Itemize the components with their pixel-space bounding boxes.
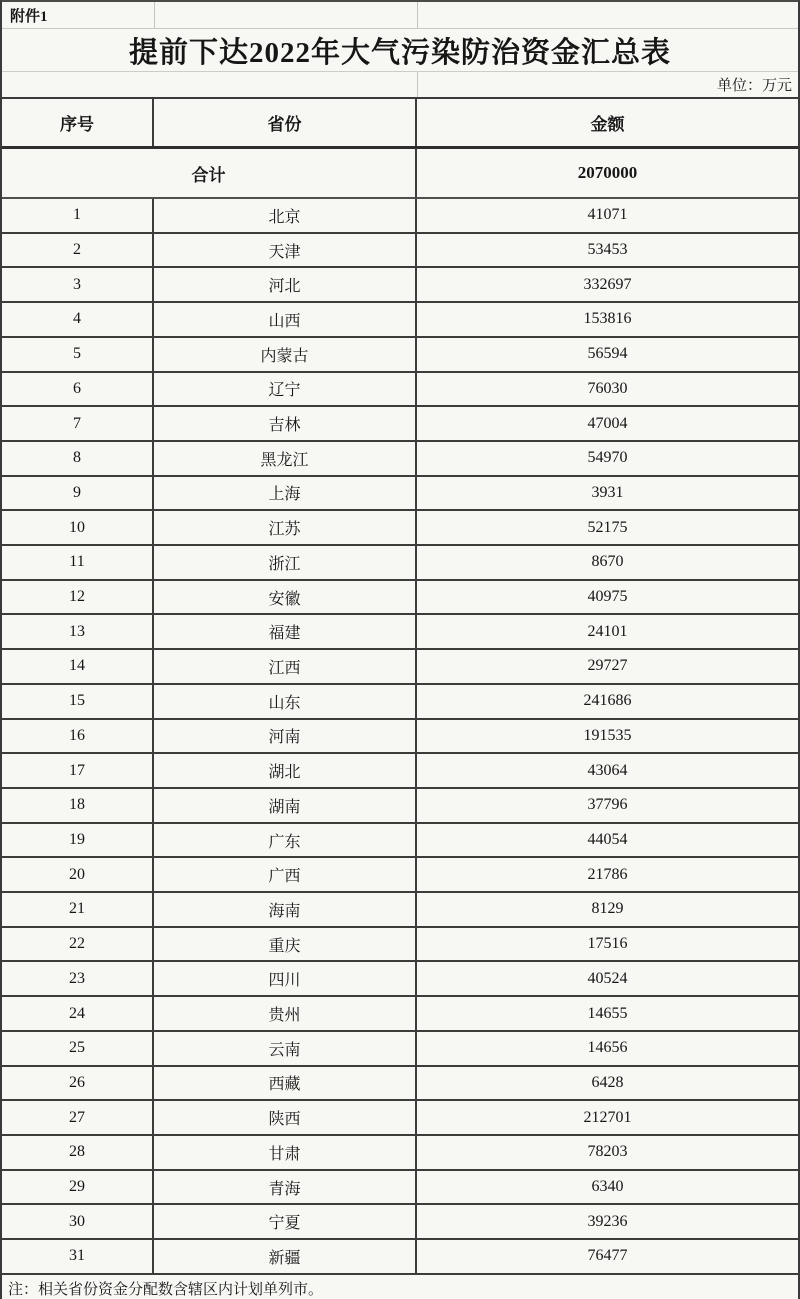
row-index: 22 xyxy=(2,928,154,961)
row-province: 湖北 xyxy=(154,754,417,787)
row-amount: 191535 xyxy=(583,726,632,744)
row-index: 30 xyxy=(2,1205,154,1238)
table-row xyxy=(2,234,798,269)
row-index: 20 xyxy=(2,858,154,891)
row-province: 江苏 xyxy=(154,511,417,544)
row-amount: 39236 xyxy=(587,1212,628,1230)
total-amount: 2070000 xyxy=(577,163,638,182)
row-index: 1 xyxy=(2,199,154,232)
unit-row xyxy=(2,72,798,97)
table-row xyxy=(2,685,798,720)
document-title: 提前下达2022年大气污染防治资金汇总表 xyxy=(128,36,671,69)
row-province: 四川 xyxy=(154,962,417,995)
row-amount: 40975 xyxy=(587,588,628,606)
table-row xyxy=(2,268,798,303)
table-row xyxy=(2,511,798,546)
table-row xyxy=(2,338,798,373)
table-row xyxy=(2,1171,798,1206)
row-index: 7 xyxy=(2,407,154,440)
footnote-text: 注：相关省份资金分配数含辖区内计划单列市。 xyxy=(8,1281,324,1298)
unit-label: 单位：万元 xyxy=(716,78,792,94)
row-amount: 41071 xyxy=(587,206,628,224)
row-index: 26 xyxy=(2,1067,154,1100)
row-index: 3 xyxy=(2,268,154,301)
row-province: 天津 xyxy=(154,234,417,267)
row-province: 北京 xyxy=(154,199,417,232)
row-amount: 44054 xyxy=(587,831,628,848)
row-province: 上海 xyxy=(154,477,417,510)
table-row xyxy=(2,928,798,963)
row-amount: 53453 xyxy=(587,241,628,259)
table-row xyxy=(2,754,798,789)
row-province: 贵州 xyxy=(154,997,417,1030)
row-index: 10 xyxy=(2,511,154,544)
row-province: 甘肃 xyxy=(154,1136,417,1169)
row-index: 27 xyxy=(2,1101,154,1134)
row-province: 陕西 xyxy=(154,1101,417,1134)
row-index: 14 xyxy=(2,650,154,683)
row-index: 23 xyxy=(2,962,154,995)
table-row xyxy=(2,442,798,477)
row-amount: 14656 xyxy=(587,1039,628,1057)
row-index: 21 xyxy=(2,893,154,926)
table-row xyxy=(2,789,798,824)
table-row xyxy=(2,650,798,685)
row-amount: 56594 xyxy=(587,345,628,363)
row-amount: 24101 xyxy=(587,622,628,640)
row-index: 18 xyxy=(2,789,154,822)
row-province: 海南 xyxy=(154,893,417,926)
row-province: 浙江 xyxy=(154,546,417,579)
attachment-label: 附件1 xyxy=(10,8,48,25)
row-index: 17 xyxy=(2,754,154,787)
row-amount: 54970 xyxy=(587,449,628,467)
table-row xyxy=(2,1205,798,1240)
row-province: 青海 xyxy=(154,1171,417,1204)
table-row xyxy=(2,1032,798,1067)
table-row xyxy=(2,1067,798,1102)
table-row xyxy=(2,1101,798,1136)
table-body xyxy=(2,199,798,1275)
row-amount: 8129 xyxy=(591,900,624,918)
row-province: 江西 xyxy=(154,650,417,683)
gridline-vertical xyxy=(154,2,155,28)
row-amount: 332697 xyxy=(583,275,632,293)
row-index: 5 xyxy=(2,338,154,371)
table-row xyxy=(2,962,798,997)
row-index: 11 xyxy=(2,546,154,579)
table-row xyxy=(2,303,798,338)
row-amount: 47004 xyxy=(587,414,628,432)
row-index: 19 xyxy=(2,824,154,857)
row-index: 24 xyxy=(2,997,154,1030)
row-index: 28 xyxy=(2,1136,154,1169)
row-index: 9 xyxy=(2,477,154,510)
table-row xyxy=(2,581,798,616)
row-index: 6 xyxy=(2,373,154,406)
table-row xyxy=(2,477,798,512)
row-index: 13 xyxy=(2,615,154,648)
row-province: 重庆 xyxy=(154,928,417,961)
table-row xyxy=(2,373,798,408)
gridline-vertical xyxy=(417,72,418,97)
row-province: 河北 xyxy=(154,268,417,301)
row-index: 15 xyxy=(2,685,154,718)
table-row xyxy=(2,997,798,1032)
row-amount: 78203 xyxy=(587,1143,628,1161)
row-amount: 8670 xyxy=(591,553,624,571)
row-province: 云南 xyxy=(154,1032,417,1065)
row-amount: 17516 xyxy=(587,935,628,953)
col-header-province: 省份 xyxy=(154,99,417,146)
row-amount: 40524 xyxy=(587,969,628,987)
footnote-row xyxy=(2,1275,798,1299)
title-row xyxy=(2,29,798,72)
row-province: 山东 xyxy=(154,685,417,718)
row-province: 湖南 xyxy=(154,789,417,822)
row-amount: 43064 xyxy=(587,761,628,779)
row-province: 河南 xyxy=(154,720,417,753)
table-row xyxy=(2,893,798,928)
row-index: 2 xyxy=(2,234,154,267)
row-province: 西藏 xyxy=(154,1067,417,1100)
table-header-row xyxy=(2,99,798,149)
row-amount: 76030 xyxy=(587,379,628,397)
row-province: 吉林 xyxy=(154,407,417,440)
table-row xyxy=(2,615,798,650)
table-row xyxy=(2,1240,798,1275)
row-province: 山西 xyxy=(154,303,417,336)
row-amount: 6340 xyxy=(591,1178,624,1196)
row-province: 福建 xyxy=(154,615,417,648)
col-header-index: 序号 xyxy=(2,99,154,146)
row-amount: 6428 xyxy=(591,1073,624,1091)
row-index: 8 xyxy=(2,442,154,475)
summary-table xyxy=(2,97,798,1275)
row-amount: 212701 xyxy=(583,1108,632,1126)
row-amount: 21786 xyxy=(587,865,628,883)
row-index: 31 xyxy=(2,1240,154,1273)
table-row xyxy=(2,858,798,893)
row-amount: 76477 xyxy=(587,1247,628,1265)
row-amount: 153816 xyxy=(583,310,632,328)
row-index: 16 xyxy=(2,720,154,753)
row-amount: 52175 xyxy=(587,518,628,536)
row-amount: 37796 xyxy=(587,796,628,814)
table-row xyxy=(2,199,798,234)
table-row xyxy=(2,546,798,581)
row-amount: 241686 xyxy=(583,692,632,710)
row-index: 29 xyxy=(2,1171,154,1204)
row-province: 安徽 xyxy=(154,581,417,614)
total-row xyxy=(2,149,798,199)
table-row xyxy=(2,824,798,859)
row-amount: 29727 xyxy=(587,657,628,675)
gridline-vertical xyxy=(417,2,418,28)
attachment-row xyxy=(2,2,798,29)
row-index: 12 xyxy=(2,581,154,614)
row-province: 内蒙古 xyxy=(154,338,417,371)
total-label: 合计 xyxy=(2,149,417,197)
row-amount: 3931 xyxy=(591,483,624,501)
table-row xyxy=(2,1136,798,1171)
row-province: 广东 xyxy=(154,824,417,857)
row-province: 辽宁 xyxy=(154,373,417,406)
table-row xyxy=(2,720,798,755)
row-province: 宁夏 xyxy=(154,1205,417,1238)
row-index: 4 xyxy=(2,303,154,336)
col-header-amount: 金额 xyxy=(590,115,625,134)
row-province: 新疆 xyxy=(154,1240,417,1273)
table-row xyxy=(2,407,798,442)
row-province: 广西 xyxy=(154,858,417,891)
row-amount: 14655 xyxy=(587,1004,628,1022)
row-province: 黑龙江 xyxy=(154,442,417,475)
row-index: 25 xyxy=(2,1032,154,1065)
